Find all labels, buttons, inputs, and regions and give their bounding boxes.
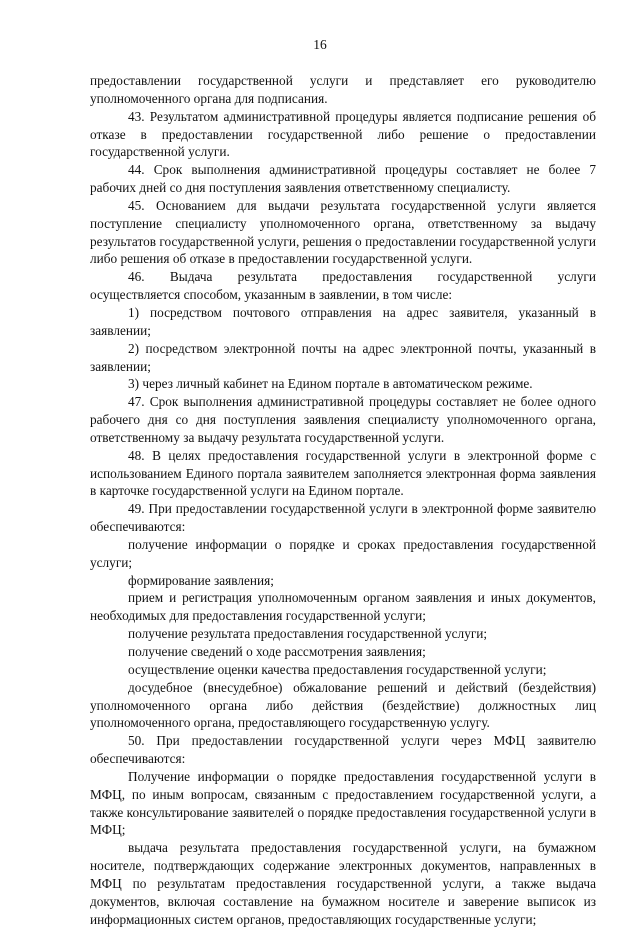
list-item-mfc-info: Получение информации о порядке предоставления государственной услуги в МФЦ, по иным вопросам, связанным с предоставлением государственной услуги, а также консультирование заявителей о порядке предоставления государственной услуги в МФЦ; bbox=[90, 768, 596, 838]
list-item-mfc-issue: выдача результата предоставления государственной услуги, на бумажном носителе, подтверждающих содержание электронных документов, направленных в МФЦ по результатам предоставления государственной услуги, а также выдача документов, включая составление на бумажном носителе и заверение выписок из информационных систем органов, предоставляющих государственные услуги; bbox=[90, 840, 596, 927]
paragraph-45: 45. Основанием для выдачи результата государственной услуги является поступление специалисту уполномоченного органа, ответственному за выдачу результатов государственной услуги, решения о предоставлении государственной услуги либо решения об отказе в предоставлении государственной услуги. bbox=[90, 197, 596, 267]
list-item-post: 1) посредством почтового отправления на адрес заявителя, указанный в заявлении; bbox=[90, 304, 596, 338]
list-item-quality: осуществление оценки качества предоставления государственной услуги; bbox=[128, 661, 547, 677]
paragraph-48: 48. В целях предоставления государственной услуги в электронной форме с использованием Единого портала заявителем заполняется электронная форма заявления в карточке государственной услуги на Едином портале. bbox=[90, 447, 596, 499]
paragraph-44: 44. Срок выполнения административной процедуры составляет не более 7 рабочих дней со дня поступления заявления ответственному специалисту. bbox=[90, 162, 596, 196]
list-item-result: получение результата предоставления государственной услуги; bbox=[128, 626, 488, 642]
list-item-portal: 3) через личный кабинет на Едином портале в автоматическом режиме. bbox=[128, 376, 533, 392]
paragraph-49: 49. При предоставлении государственной услуги в электронной форме заявителю обеспечиваются: bbox=[90, 501, 596, 535]
paragraph-46-line-2: осуществляется способом, указанным в заявлении, в том числе: bbox=[90, 287, 453, 303]
paragraph-46-line-1: 46. Выдача результата предоставления государственной услуги bbox=[128, 269, 596, 285]
paragraph-50: 50. При предоставлении государственной услуги через МФЦ заявителю обеспечиваются: bbox=[90, 733, 596, 767]
list-item-info: получение информации о порядке и сроках предоставления государственной услуги; bbox=[90, 536, 596, 570]
document-body bbox=[90, 72, 596, 929]
list-item-form: формирование заявления; bbox=[128, 572, 274, 588]
page-number: 16 bbox=[313, 37, 327, 52]
paragraph-43: 43. Результатом административной процедуры является подписание решения об отказе в предоставлении государственной либо решение о предоставлении государственной услуги. bbox=[90, 108, 596, 160]
paragraph-47: 47. Срок выполнения административной процедуры составляет не более одного рабочего дня со дня поступления заявления специалисту уполномоченного органа, ответственному за выдачу результата государственной услуги. bbox=[90, 394, 596, 445]
paragraph-continuation: предоставлении государственной услуги и представляет его руководителю уполномоченного органа для подписания. bbox=[90, 73, 596, 106]
list-item-appeal: досудебное (внесудебное) обжалование решений и действий (бездействия) уполномоченного органа либо действия (бездействие) должностных лиц уполномоченного органа, предоставляющего государственную услугу. bbox=[90, 679, 596, 731]
list-item-reception: прием и регистрация уполномоченным органом заявления и иных документов, необходимых для предоставления государственной услуги; bbox=[90, 590, 596, 624]
list-item-email: 2) посредством электронной почты на адрес электронной почты, указанный в заявлении; bbox=[90, 340, 596, 374]
list-item-status: получение сведений о ходе рассмотрения заявления; bbox=[128, 644, 426, 659]
